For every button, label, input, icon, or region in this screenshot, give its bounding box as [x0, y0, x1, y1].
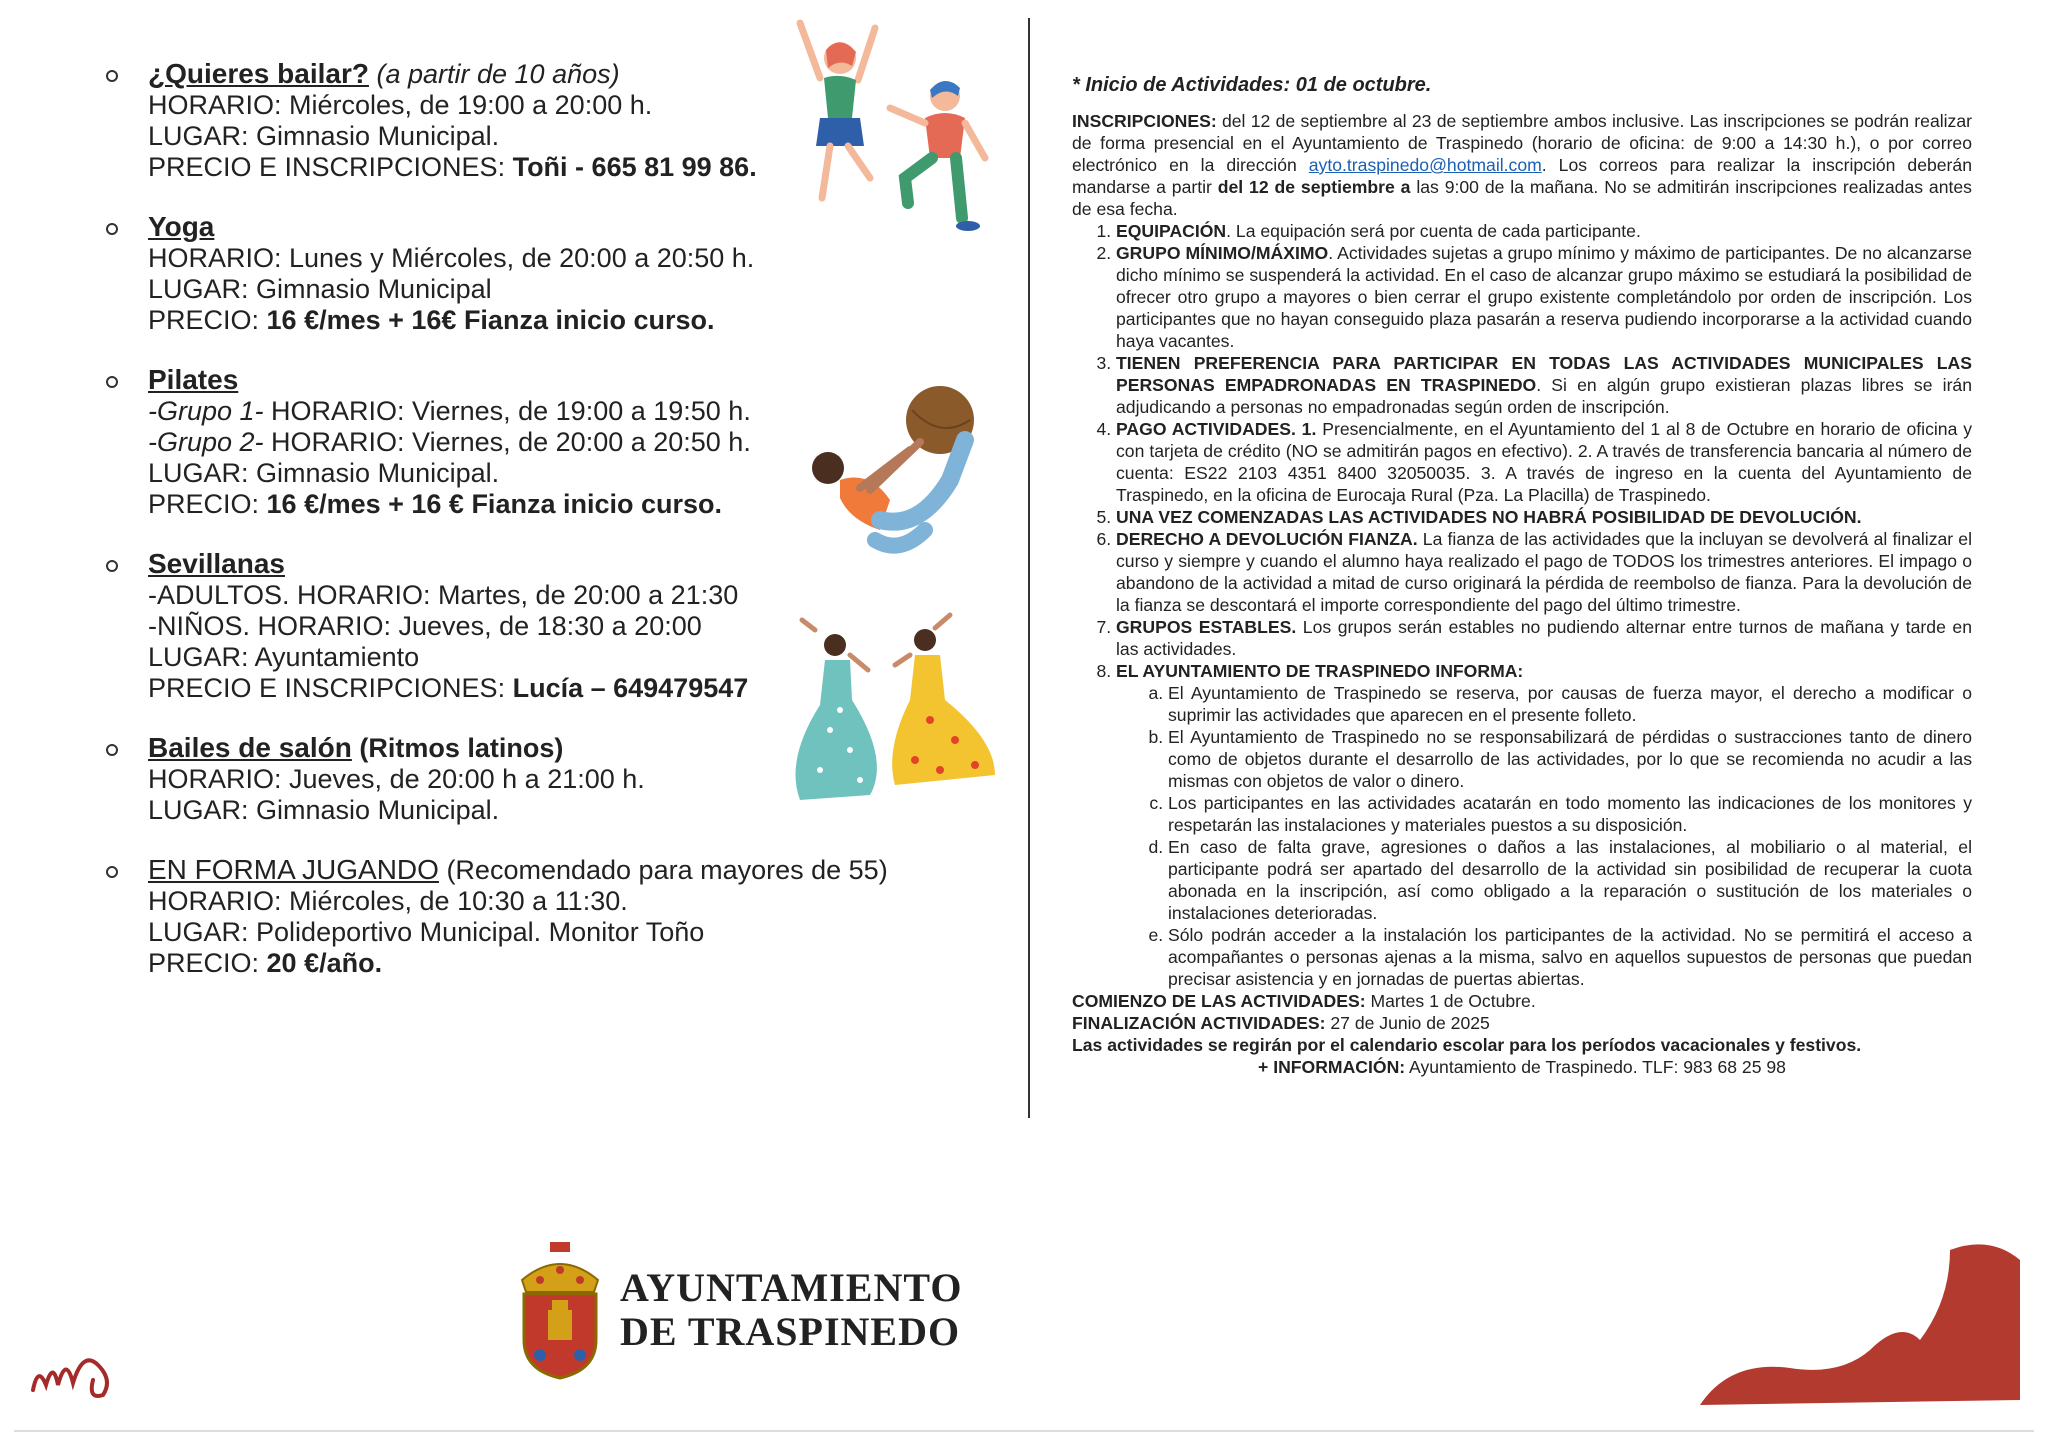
activity-line: PRECIO E INSCRIPCIONES: Toñi - 665 81 99 86. [148, 152, 757, 182]
inscripciones-paragraph: INSCRIPCIONES: del 12 de septiembre al 23 de septiembre ambos inclusive. Las inscripciones se podrán realizar de forma presencial en el Ayuntamiento de Traspinedo (horario de oficina: de 9:00 a 14:30 h.), o por correo electrónico en la dirección ayto.traspinedo@hotmail.com. Los correos para realizar la inscripción deberán mandarse a partir del 12 de septiembre a las 9:00 de la mañana. No se admitirán inscripciones realizadas antes de esa fecha. [1072, 111, 1972, 219]
activity-line: -Grupo 1- HORARIO: Viernes, de 19:00 a 19:50 h. [148, 396, 751, 426]
signature-scribble-icon [28, 1345, 128, 1405]
email-link[interactable]: ayto.traspinedo@hotmail.com [1308, 155, 1542, 175]
activity-title-extra: (Recomendado para mayores de 55) [446, 855, 888, 885]
footer-line [14, 1430, 2034, 1432]
informa-sublist [1116, 682, 1972, 990]
activity-line: PRECIO: 16 €/mes + 16€ Fianza inicio curso. [148, 305, 715, 335]
column-divider [1028, 18, 1030, 1118]
coat-of-arms-icon [510, 1240, 610, 1380]
list-item: 7. GRUPOS ESTABLES. Los grupos serán estables no pudiendo alternar entre turnos de mañana y tarde en las actividades. [1116, 616, 1972, 660]
bullet-icon [106, 560, 118, 572]
activity-title: Yoga [148, 211, 215, 242]
activity-title: Sevillanas [148, 548, 285, 579]
activity-line: PRECIO: 20 €/año. [148, 948, 383, 978]
list-item: 5. UNA VEZ COMENZADAS LAS ACTIVIDADES NO HABRÁ POSIBILIDAD DE DEVOLUCIÓN. [1116, 506, 1972, 528]
list-item: 8. EL AYUNTAMIENTO DE TRASPINEDO INFORMA: a. El Ayuntamiento de Traspinedo se reserva, por causas de fuerza mayor, el derecho a modificar o suprimir las actividades que aparecen en el presente folleto. b. El Ayuntamiento de Traspinedo no se responsabilizará de pérdidas o sustracciones tanto de dinero como de objetos durante el desarrollo de las actividades, por lo que se recomienda no acudir a las mismas con objetos de valor o dinero. c. Los participantes en las actividades acatarán en todo momento las indicaciones de los monitores y respetarán las instalaciones y materiales puestos a su disposición. d. En caso de falta grave, agresiones o daños a las instalaciones, al mobiliario o al material, el participante podrá ser apartado del desarrollo de la actividad sin posibilidad de recuperar la cuota abonada en la inscripción, así como obligado a la reparación o sustitución de los materiales o instalaciones deterioradas. e. Sólo podrán acceder a la instalación los participantes de la actividad. No se permitirá el acceso a acompañantes o personas ajenas a la misma, salvo en aquellos supuestos de personas que puedan precisar asistencia y en jornadas de puertas abiertas. [1116, 660, 1972, 990]
activity-pilates [100, 364, 920, 520]
activity-line: LUGAR: Ayuntamiento [148, 642, 420, 672]
activity-line: PRECIO E INSCRIPCIONES: Lucía – 649479547 [148, 673, 749, 703]
bullet-icon [106, 223, 118, 235]
bullet-icon [106, 866, 118, 878]
comienzo-line: COMIENZO DE LAS ACTIVIDADES: Martes 1 de Octubre. [1072, 991, 1536, 1011]
activity-en-forma [100, 854, 920, 979]
pilates-illustration [800, 380, 1000, 570]
sublist-item: b. El Ayuntamiento de Traspinedo no se responsabilizará de pérdidas o sustracciones tanto de dinero como de objetos durante el desarrollo de las actividades, por lo que se recomienda no acudir a las mismas con objetos de valor o dinero. [1168, 726, 1972, 792]
activity-line: LUGAR: Gimnasio Municipal. [148, 121, 500, 151]
calendario-line: Las actividades se regirán por el calendario escolar para los períodos vacacionales y festivos. [1072, 1035, 1862, 1055]
info-column [1072, 74, 1972, 1078]
activity-title-extra: (a partir de 10 años) [376, 59, 620, 89]
bullet-icon [106, 70, 118, 82]
activity-line: HORARIO: Lunes y Miércoles, de 20:00 a 20:50 h. [148, 243, 755, 273]
activity-title: Bailes de salón [148, 732, 352, 763]
activity-line: LUGAR: Gimnasio Municipal [148, 274, 492, 304]
start-date: * Inicio de Actividades: 01 de octubre. [1072, 74, 1432, 96]
activity-line: -ADULTOS. HORARIO: Martes, de 20:00 a 21:30 [148, 580, 739, 610]
list-item: 1. EQUIPACIÓN. La equipación será por cuenta de cada participante. [1116, 220, 1972, 242]
activity-title: EN FORMA JUGANDO [148, 854, 439, 885]
ayuntamiento-logo [510, 1240, 962, 1380]
bullet-icon [106, 744, 118, 756]
conditions-list [1072, 220, 1972, 990]
sublist-item: e. Sólo podrán acceder a la instalación los participantes de la actividad. No se permitirá el acceso a acompañantes o personas ajenas a la misma, salvo en aquellos supuestos de personas que puedan precisar asistencia y en jornadas de puertas abiertas. [1168, 924, 1972, 990]
activity-line: HORARIO: Jueves, de 20:00 h a 21:00 h. [148, 764, 645, 794]
list-item: 6. DERECHO A DEVOLUCIÓN FIANZA. La fianza de las actividades que la incluyan se devolverá al finalizar el curso y siempre y cuando el alumno haya realizado el pago de TODOS los trimestres anteriores. El impago o abandono de la actividad a mitad de curso originará la pérdida de reembolso de fianza. Para la devolución de la fianza se descontará el importe correspondiente del pago del último trimestre. [1116, 528, 1972, 616]
activity-line: -NIÑOS. HORARIO: Jueves, de 18:30 a 20:00 [148, 611, 702, 641]
sublist-item: a. El Ayuntamiento de Traspinedo se reserva, por causas de fuerza mayor, el derecho a modificar o suprimir las actividades que aparecen en el presente folleto. [1168, 682, 1972, 726]
list-item: 2. GRUPO MÍNIMO/MÁXIMO. Actividades sujetas a grupo mínimo y máximo de participantes. De no alcanzarse dicho mínimo se suspenderá la actividad. En el caso de alcanzar grupo máximo se estudiará la posibilidad de ofrecer otro grupo a mayores o bien cerrar el grupo existente completándolo por orden de inscripción. Los participantes que no hayan conseguido plaza pasarán a reserva pudiendo incorporarse a la actividad cuando haya vacantes. [1116, 242, 1972, 352]
activity-line: LUGAR: Gimnasio Municipal. [148, 795, 500, 825]
sublist-item: d. En caso de falta grave, agresiones o daños a las instalaciones, al mobiliario o al material, el participante podrá ser apartado del desarrollo de la actividad sin posibilidad de recuperar la cuota abonada en la inscripción, así como obligado a la reparación o sustitución de los materiales o instalaciones deterioradas. [1168, 836, 1972, 924]
bullet-icon [106, 376, 118, 388]
activity-line: HORARIO: Miércoles, de 19:00 a 20:00 h. [148, 90, 653, 120]
activity-title: ¿Quieres bailar? [148, 58, 369, 89]
activity-title: Pilates [148, 364, 239, 395]
activity-line: LUGAR: Gimnasio Municipal. [148, 458, 500, 488]
activity-line: PRECIO: 16 €/mes + 16 € Fianza inicio curso. [148, 489, 722, 519]
mas-info-line: + INFORMACIÓN: Ayuntamiento de Traspinedo. TLF: 983 68 25 98 [1258, 1057, 1786, 1077]
activity-line: LUGAR: Polideportivo Municipal. Monitor Toño [148, 917, 705, 947]
dancers-illustration [790, 18, 1010, 248]
sublist-item: c. Los participantes en las actividades acatarán en todo momento las indicaciones de los monitores y respetarán las instalaciones y materiales puestos a su disposición. [1168, 792, 1972, 836]
activity-line: HORARIO: Miércoles, de 10:30 a 11:30. [148, 886, 628, 916]
flamenco-illustration [780, 610, 1010, 810]
finalizacion-line: FINALIZACIÓN ACTIVIDADES: 27 de Junio de 2025 [1072, 1013, 1490, 1033]
activity-title-extra: (Ritmos latinos) [359, 733, 564, 763]
activity-line: -Grupo 2- HORARIO: Viernes, de 20:00 a 20:50 h. [148, 427, 751, 457]
logo-text: AYUNTAMIENTO DE TRASPINEDO [620, 1265, 963, 1354]
decorative-red-shape [1690, 1240, 2040, 1405]
list-item: 3. TIENEN PREFERENCIA PARA PARTICIPAR EN TODAS LAS ACTIVIDADES MUNICIPALES LAS PERSONAS EMPADRONADAS EN TRASPINEDO. Si en algún grupo existieran plazas libres se irán adjudicando a personas no empadronadas según orden de inscripción. [1116, 352, 1972, 418]
list-item: 4. PAGO ACTIVIDADES. 1. Presencialmente, en el Ayuntamiento del 1 al 8 de Octubre en horario de oficina y con tarjeta de crédito (NO se admitirán pagos en efectivo). 2. A través de transferencia bancaria al número de cuenta: ES22 2103 4351 8400 32050035. 3. A través de ingreso en la cuenta del Ayuntamiento de Traspinedo, en la oficina de Eurocaja Rural (Pza. La Placilla) de Traspinedo. [1116, 418, 1972, 506]
